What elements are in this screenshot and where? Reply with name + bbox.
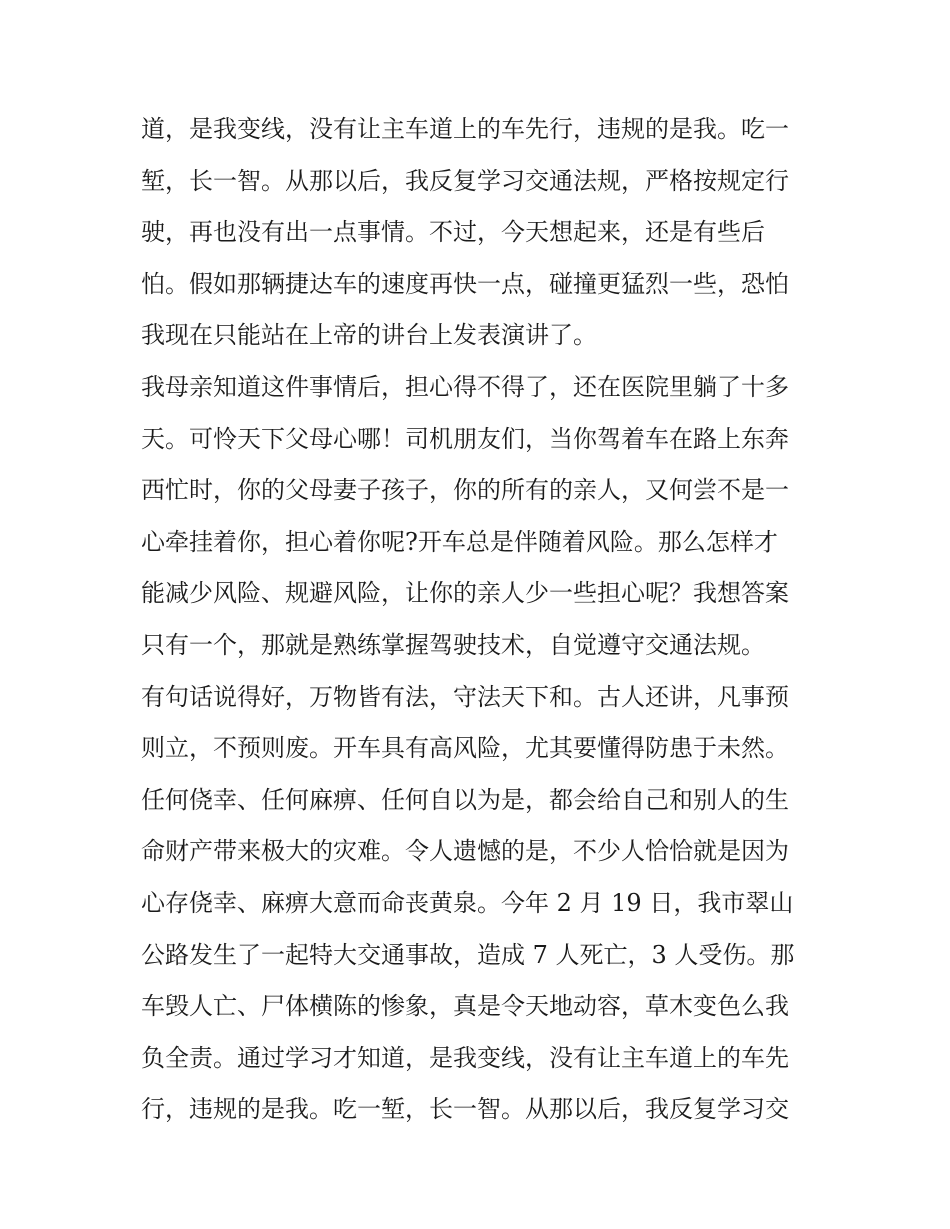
text-line: 公路发生了一起特大交通事故，造成 7 人死亡，3 人受伤。那 — [141, 940, 795, 969]
text-line: 天。可怜天下父母心哪！司机朋友们，当你驾着车在路上东奔 — [141, 424, 789, 453]
text-line: 命财产带来极大的灾难。令人遗憾的是，不少人恰恰就是因为 — [141, 837, 789, 866]
text-line: 只有一个，那就是熟练掌握驾驶技术，自觉遵守交通法规。 — [141, 630, 765, 659]
text-line: 则立，不预则废。开车具有高风险，尤其要懂得防患于未然。 — [141, 734, 789, 763]
text-line: 我现在只能站在上帝的讲台上发表演讲了。 — [141, 321, 597, 350]
body-text — [141, 104, 821, 1136]
text-line: 堑，长一智。从那以后，我反复学习交通法规，严格按规定行 — [141, 166, 789, 195]
text-line: 驶，再也没有出一点事情。不过，今天想起来，还是有些后 — [141, 218, 765, 247]
text-line: 心牵挂着你，担心着你呢?开车总是伴随着风险。那么怎样才 — [141, 527, 778, 556]
text-line: 任何侥幸、任何麻痹、任何自以为是，都会给自己和别人的生 — [141, 785, 789, 814]
text-line: 我母亲知道这件事情后，担心得不得了，还在医院里躺了十多 — [141, 372, 789, 401]
text-line: 车毁人亡、尸体横陈的惨象，真是令天地动容，草木变色么我 — [141, 992, 789, 1021]
text-line: 能减少风险、规避风险，让你的亲人少一些担心呢？我想答案 — [141, 579, 789, 608]
text-line: 怕。假如那辆捷达车的速度再快一点，碰撞更猛烈一些，恐怕 — [141, 269, 789, 298]
text-line: 行，违规的是我。吃一堑，长一智。从那以后，我反复学习交 — [141, 1095, 789, 1124]
text-line: 西忙时，你的父母妻子孩子，你的所有的亲人，又何尝不是一 — [141, 476, 789, 505]
text-line: 道，是我变线，没有让主车道上的车先行，违规的是我。吃一 — [141, 115, 789, 143]
text-line: 有句话说得好，万物皆有法，守法天下和。古人还讲，凡事预 — [141, 682, 789, 711]
text-line: 负全责。通过学习才知道，是我变线，没有让主车道上的车先 — [141, 1043, 789, 1072]
text-line: 心存侥幸、麻痹大意而命丧黄泉。今年 2 月 19 日，我市翠山 — [141, 888, 794, 917]
